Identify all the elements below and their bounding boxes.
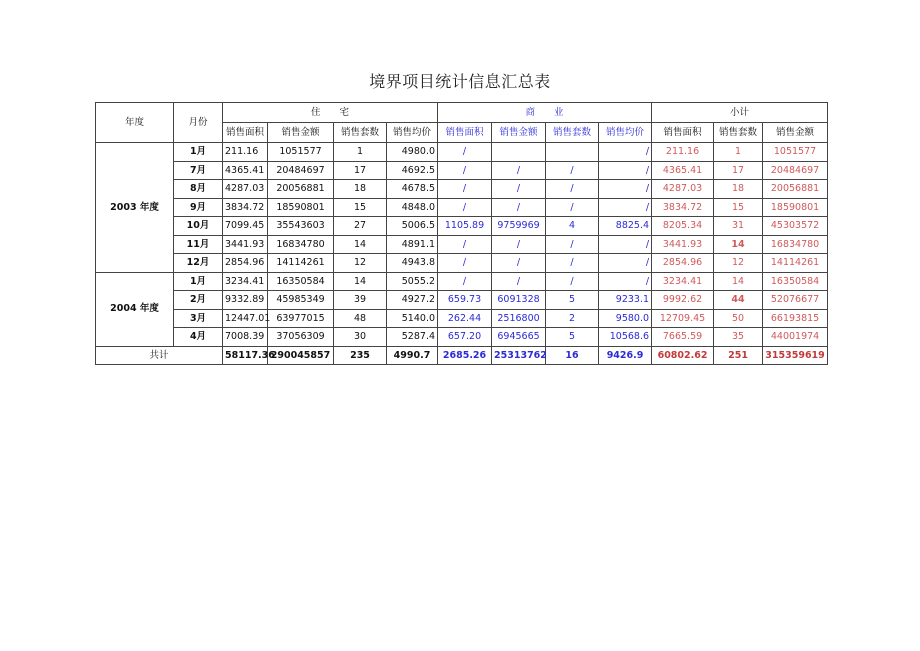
sub-units: 31 [714, 217, 763, 236]
com-area: / [438, 235, 492, 254]
com-price: / [599, 272, 652, 291]
col-res-area: 销售面积 [223, 123, 268, 143]
year-label: 2003 年度 [96, 143, 174, 273]
com-area: / [438, 254, 492, 273]
month-label: 10月 [174, 217, 223, 236]
col-res-units: 销售套数 [334, 123, 387, 143]
sub-amount: 16834780 [763, 235, 828, 254]
table-row [96, 198, 828, 217]
res-units: 30 [334, 328, 387, 347]
total-res-amount: 290045857 [268, 346, 334, 365]
com-amount: 6945665 [492, 328, 546, 347]
com-area: / [438, 143, 492, 162]
res-units: 14 [334, 235, 387, 254]
res-price: 4927.2 [387, 291, 438, 310]
res-price: 4891.1 [387, 235, 438, 254]
res-amount: 63977015 [268, 309, 334, 328]
res-price: 4943.8 [387, 254, 438, 273]
table-row [96, 143, 828, 162]
sub-amount: 52076677 [763, 291, 828, 310]
sub-area: 8205.34 [652, 217, 714, 236]
res-area: 7099.45 [223, 217, 268, 236]
com-units: 4 [546, 217, 599, 236]
res-price: 4848.0 [387, 198, 438, 217]
sub-units: 35 [714, 328, 763, 347]
com-units: 5 [546, 328, 599, 347]
col-res-amount: 销售金额 [268, 123, 334, 143]
com-units: / [546, 180, 599, 199]
sub-area: 12709.45 [652, 309, 714, 328]
total-sub-area: 60802.62 [652, 346, 714, 365]
com-price: / [599, 254, 652, 273]
com-amount: / [492, 198, 546, 217]
res-area: 4287.03 [223, 180, 268, 199]
res-price: 5287.4 [387, 328, 438, 347]
com-units: / [546, 161, 599, 180]
total-com-area: 2685.26 [438, 346, 492, 365]
res-amount: 20056881 [268, 180, 334, 199]
com-area: / [438, 180, 492, 199]
sub-area: 3834.72 [652, 198, 714, 217]
sub-units: 1 [714, 143, 763, 162]
sub-units: 15 [714, 198, 763, 217]
res-amount: 20484697 [268, 161, 334, 180]
com-area: 1105.89 [438, 217, 492, 236]
res-area: 7008.39 [223, 328, 268, 347]
res-units: 14 [334, 272, 387, 291]
table-row [96, 309, 828, 328]
res-amount: 35543603 [268, 217, 334, 236]
month-label: 12月 [174, 254, 223, 273]
com-price: / [599, 198, 652, 217]
res-units: 27 [334, 217, 387, 236]
total-com-units: 16 [546, 346, 599, 365]
res-price: 5055.2 [387, 272, 438, 291]
month-label: 2月 [174, 291, 223, 310]
com-amount: / [492, 272, 546, 291]
com-amount: / [492, 254, 546, 273]
com-price: / [599, 161, 652, 180]
col-sub-area: 销售面积 [652, 123, 714, 143]
table-row [96, 272, 828, 291]
sub-area: 4365.41 [652, 161, 714, 180]
total-sub-units: 251 [714, 346, 763, 365]
com-area: / [438, 161, 492, 180]
summary-table [95, 102, 828, 365]
total-sub-amount: 315359619 [763, 346, 828, 365]
com-units: / [546, 198, 599, 217]
sub-units: 17 [714, 161, 763, 180]
sub-area: 3441.93 [652, 235, 714, 254]
res-amount: 18590801 [268, 198, 334, 217]
sub-units: 12 [714, 254, 763, 273]
res-units: 1 [334, 143, 387, 162]
com-amount: / [492, 180, 546, 199]
sub-amount: 16350584 [763, 272, 828, 291]
res-amount: 14114261 [268, 254, 334, 273]
total-com-price: 9426.9 [599, 346, 652, 365]
res-area: 2854.96 [223, 254, 268, 273]
res-units: 48 [334, 309, 387, 328]
total-com-amount: 25313762 [492, 346, 546, 365]
table-row [96, 235, 828, 254]
col-com-area: 销售面积 [438, 123, 492, 143]
table-row [96, 254, 828, 273]
com-area: 659.73 [438, 291, 492, 310]
sub-units: 18 [714, 180, 763, 199]
res-amount: 16834780 [268, 235, 334, 254]
sub-amount: 20484697 [763, 161, 828, 180]
month-label: 8月 [174, 180, 223, 199]
month-label: 1月 [174, 143, 223, 162]
res-units: 12 [334, 254, 387, 273]
sub-amount: 45303572 [763, 217, 828, 236]
sub-units: 14 [714, 235, 763, 254]
com-amount: 2516800 [492, 309, 546, 328]
total-row [96, 346, 828, 365]
sub-amount: 44001974 [763, 328, 828, 347]
sub-amount: 20056881 [763, 180, 828, 199]
total-label: 共计 [96, 346, 223, 365]
com-price: / [599, 143, 652, 162]
res-units: 15 [334, 198, 387, 217]
year-label: 2004 年度 [96, 272, 174, 346]
com-price: 10568.6 [599, 328, 652, 347]
total-res-area: 58117.36 [223, 346, 268, 365]
table-row [96, 291, 828, 310]
com-price: 9580.0 [599, 309, 652, 328]
sub-area: 3234.41 [652, 272, 714, 291]
res-amount: 1051577 [268, 143, 334, 162]
res-area: 3834.72 [223, 198, 268, 217]
res-area: 4365.41 [223, 161, 268, 180]
sub-amount: 18590801 [763, 198, 828, 217]
res-area: 3234.41 [223, 272, 268, 291]
res-area: 211.16 [223, 143, 268, 162]
table-row [96, 180, 828, 199]
total-res-units: 235 [334, 346, 387, 365]
sub-amount: 66193815 [763, 309, 828, 328]
sub-amount: 1051577 [763, 143, 828, 162]
com-units: / [546, 235, 599, 254]
col-sub-amount: 销售金额 [763, 123, 828, 143]
table-row [96, 328, 828, 347]
col-res-price: 销售均价 [387, 123, 438, 143]
com-price: 8825.4 [599, 217, 652, 236]
header-month: 月份 [174, 103, 223, 143]
table-row [96, 161, 828, 180]
com-amount: 6091328 [492, 291, 546, 310]
sub-units: 14 [714, 272, 763, 291]
res-units: 18 [334, 180, 387, 199]
res-area: 12447.01 [223, 309, 268, 328]
table-row [96, 217, 828, 236]
header-subtotal: 小计 [652, 103, 828, 123]
res-price: 5140.0 [387, 309, 438, 328]
com-price: 9233.1 [599, 291, 652, 310]
sub-area: 2854.96 [652, 254, 714, 273]
res-area: 9332.89 [223, 291, 268, 310]
res-price: 4692.5 [387, 161, 438, 180]
res-price: 4980.0 [387, 143, 438, 162]
res-amount: 45985349 [268, 291, 334, 310]
com-units: 5 [546, 291, 599, 310]
sub-area: 7665.59 [652, 328, 714, 347]
sub-area: 4287.03 [652, 180, 714, 199]
col-com-units: 销售套数 [546, 123, 599, 143]
sub-units: 50 [714, 309, 763, 328]
com-area: 262.44 [438, 309, 492, 328]
col-sub-units: 销售套数 [714, 123, 763, 143]
total-res-price: 4990.7 [387, 346, 438, 365]
com-amount [492, 143, 546, 162]
month-label: 11月 [174, 235, 223, 254]
res-area: 3441.93 [223, 235, 268, 254]
sub-units: 44 [714, 291, 763, 310]
month-label: 1月 [174, 272, 223, 291]
com-units: 2 [546, 309, 599, 328]
com-units [546, 143, 599, 162]
res-amount: 37056309 [268, 328, 334, 347]
com-amount: / [492, 161, 546, 180]
sub-amount: 14114261 [763, 254, 828, 273]
col-com-amount: 销售金额 [492, 123, 546, 143]
com-area: / [438, 272, 492, 291]
header-commercial: 商 业 [438, 103, 652, 123]
res-units: 39 [334, 291, 387, 310]
com-units: / [546, 272, 599, 291]
header-residential: 住 宅 [223, 103, 438, 123]
com-price: / [599, 180, 652, 199]
header-year: 年度 [96, 103, 174, 143]
com-area: 657.20 [438, 328, 492, 347]
com-units: / [546, 254, 599, 273]
com-amount: 9759969 [492, 217, 546, 236]
month-label: 7月 [174, 161, 223, 180]
month-label: 9月 [174, 198, 223, 217]
sub-area: 211.16 [652, 143, 714, 162]
col-com-price: 销售均价 [599, 123, 652, 143]
page-title: 境界项目统计信息汇总表 [369, 72, 551, 91]
sub-area: 9992.62 [652, 291, 714, 310]
com-amount: / [492, 235, 546, 254]
res-price: 4678.5 [387, 180, 438, 199]
com-price: / [599, 235, 652, 254]
res-units: 17 [334, 161, 387, 180]
month-label: 3月 [174, 309, 223, 328]
month-label: 4月 [174, 328, 223, 347]
res-amount: 16350584 [268, 272, 334, 291]
res-price: 5006.5 [387, 217, 438, 236]
com-area: / [438, 198, 492, 217]
